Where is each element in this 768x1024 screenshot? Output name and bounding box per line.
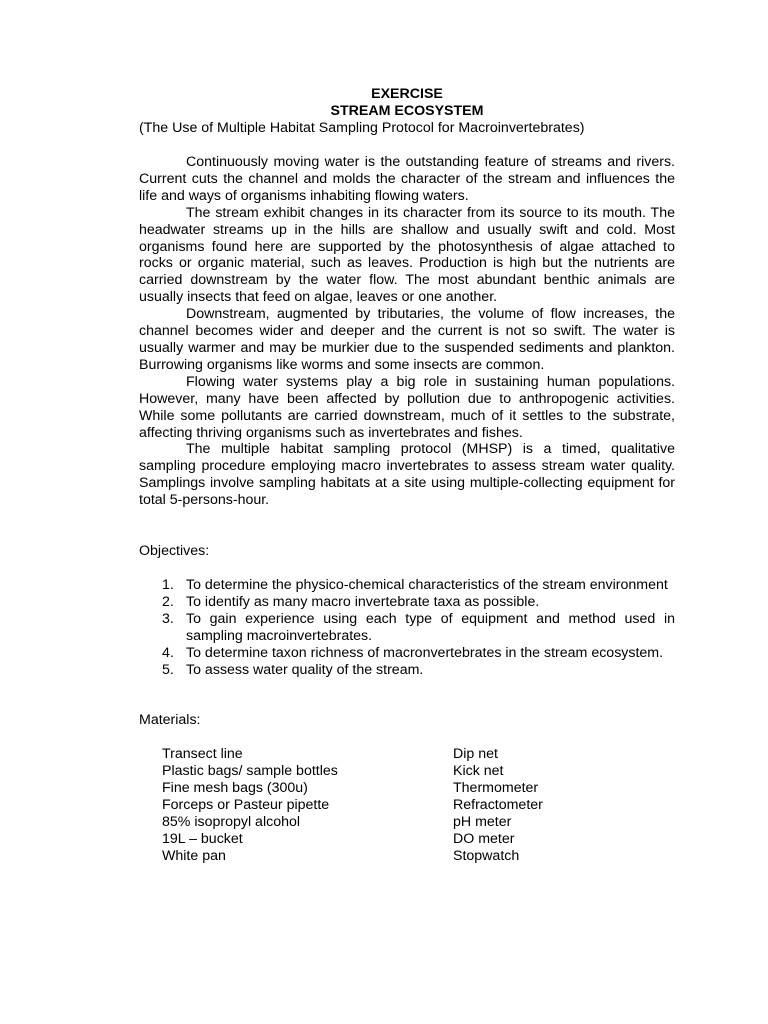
list-item: [139, 645, 675, 662]
material-item: Forceps or Pasteur pipette: [162, 797, 330, 814]
list-text: To determine taxon richness of macronvertebrates in the stream ecosystem.: [186, 644, 664, 661]
material-item: Kick net: [453, 763, 504, 780]
materials-heading: Materials:: [139, 712, 201, 729]
objectives-list: [139, 577, 675, 678]
list-text: To determine the physico-chemical characteristics of the stream environment: [186, 577, 668, 594]
list-item: [139, 611, 675, 645]
materials-table: [139, 746, 675, 864]
material-item: 85% isopropyl alcohol: [162, 814, 301, 831]
material-item: DO meter: [453, 831, 515, 847]
paragraph: Continuously moving water is the outstanding feature of streams and rivers. Current cuts the channel and molds the character of the stream and influences the life and ways of organisms inhabiting flowing waters.: [139, 154, 675, 204]
paragraph: The multiple habitat sampling protocol (MHSP) is a timed, qualitative sampling procedure employing macro invertebrates to assess stream water quality. Samplings involve sampling habitats at a site using multiple-collecting equipment for total 5-persons-hour.: [139, 441, 675, 509]
document-page: [139, 86, 675, 865]
material-item: White pan: [162, 847, 226, 864]
exercise-title: EXERCISE: [371, 86, 443, 102]
list-number: 2.: [162, 593, 174, 610]
material-item: Plastic bags/ sample bottles: [162, 763, 338, 780]
paragraph: Flowing water systems play a big role in sustaining human populations. However, many have been affected by pollution due to anthropogenic activities. While some pollutants are carried downstream, much of it settles to the substrate, affecting thriving organisms such as invertebrates and fishes.: [139, 373, 675, 441]
paragraph: The stream exhibit changes in its character from its source to its mouth. The headwater streams up in the hills are shallow and usually swift and cold. Most organisms found here are supported by the photosynthesis of algae attached to rocks or organic material, such as leaves. Production is high but the nutrients are carried downstream by the water flow. The most abundant benthic animals are usually insects that feed on algae, leaves or one another.: [139, 204, 675, 306]
list-number: 3.: [162, 610, 174, 627]
material-item: Dip net: [453, 746, 498, 763]
list-text: To identify as many macro invertebrate taxa as possible.: [186, 593, 540, 610]
exercise-description: (The Use of Multiple Habitat Sampling Protocol for Macroinvertebrates): [139, 120, 585, 136]
list-number: 5.: [162, 661, 174, 678]
list-item: [139, 662, 675, 679]
list-number: 1.: [162, 577, 174, 594]
list-number: 4.: [162, 644, 174, 661]
material-item: Fine mesh bags (300u): [162, 780, 308, 797]
list-text: To assess water quality of the stream.: [186, 661, 424, 678]
intro-section: [139, 154, 675, 509]
objectives-heading: Objectives:: [139, 543, 210, 560]
material-item: pH meter: [453, 814, 512, 831]
material-item: 19L – bucket: [162, 831, 243, 847]
list-text: To gain experience using each type of equipment and method used in sampling macroinvertebrates.: [186, 610, 675, 644]
paragraph: Downstream, augmented by tributaries, the volume of flow increases, the channel becomes wider and deeper and the current is not so swift. The water is usually warmer and may be murkier due to the suspended sediments and plankton. Burrowing organisms like worms and some insects are common.: [139, 306, 675, 373]
material-item: Stopwatch: [453, 847, 520, 864]
material-item: Transect line: [162, 746, 243, 763]
list-item: [139, 594, 675, 611]
exercise-subtitle: STREAM ECOSYSTEM: [330, 103, 484, 119]
material-item: Refractometer: [453, 797, 543, 814]
list-item: [139, 577, 675, 594]
material-item: Thermometer: [453, 780, 539, 797]
